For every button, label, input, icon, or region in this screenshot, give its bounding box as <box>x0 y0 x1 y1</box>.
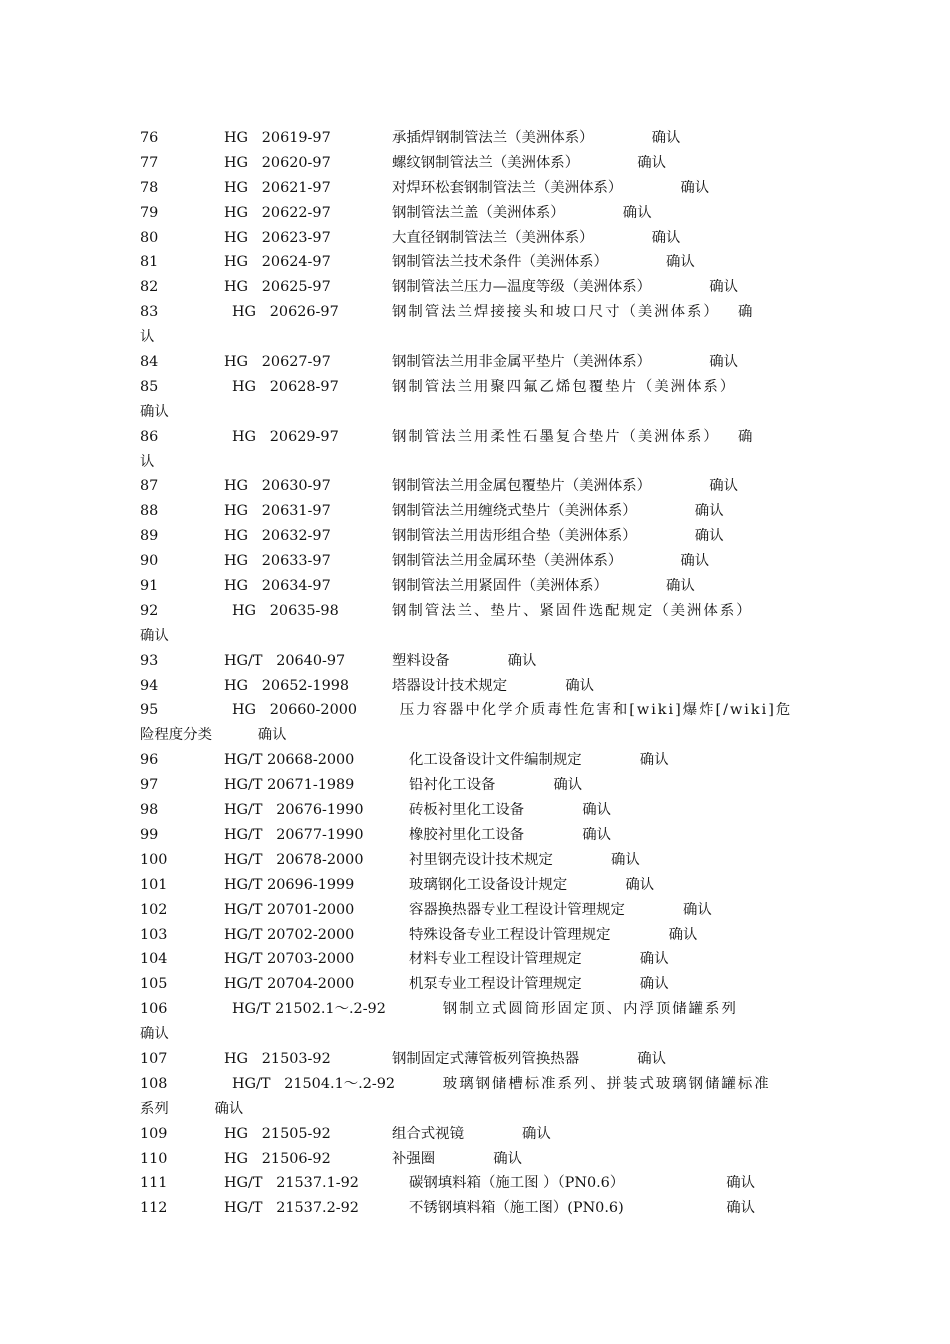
text-line <box>140 649 812 674</box>
standard-title: 塑料设备 <box>392 652 450 669</box>
text-line <box>140 474 812 499</box>
standard-code: HG/T 20701-2000 <box>224 901 355 918</box>
standard-code: HG/T 21504.1～.2-92 <box>232 1075 396 1092</box>
status-text: 确认 <box>709 279 738 296</box>
standard-code: HG 20632-97 <box>224 528 331 545</box>
item-number: 79 <box>140 204 159 221</box>
standard-code: HG/T 21537.2-92 <box>224 1200 359 1217</box>
standard-code: HG/T 20704-2000 <box>224 976 355 993</box>
standard-code: HG/T 20678-2000 <box>224 851 364 868</box>
standard-code: HG/T 20677-1990 <box>224 826 364 843</box>
standard-code: HG/T 20640-97 <box>224 652 346 669</box>
item-number: 85 <box>140 378 159 395</box>
item-number: 81 <box>140 254 159 271</box>
text-line <box>140 823 812 848</box>
standard-title: 衬里钢壳设计技术规定 <box>409 851 553 868</box>
standard-title: 铅衬化工设备 <box>409 777 496 794</box>
text-line <box>140 425 812 450</box>
standard-code: HG/T 20676-1990 <box>224 802 364 819</box>
text-line <box>140 524 812 549</box>
item-number: 107 <box>140 1050 168 1067</box>
item-number: 86 <box>140 428 159 445</box>
standard-title: 钢制管法兰技术条件（美洲体系） <box>392 254 608 271</box>
standard-code: HG/T 20703-2000 <box>224 951 355 968</box>
text-line <box>140 176 812 201</box>
text-line: 确认 <box>140 403 169 420</box>
text-line <box>140 1122 812 1147</box>
standard-title: 组合式视镜 <box>392 1125 464 1142</box>
text-line <box>140 674 812 699</box>
text-line <box>140 574 812 599</box>
text-line <box>140 300 812 325</box>
text-line: 认 <box>140 453 155 470</box>
text-line <box>140 1196 812 1221</box>
status-text: 确认 <box>666 578 695 595</box>
text-line <box>140 226 812 251</box>
standard-title: 补强圈 <box>392 1150 436 1167</box>
standard-code: HG/T 20671-1989 <box>224 777 355 794</box>
text-line <box>140 350 812 375</box>
text-line <box>140 947 812 972</box>
text-line <box>140 250 812 275</box>
item-number: 100 <box>140 851 168 868</box>
item-number: 101 <box>140 876 168 893</box>
item-number: 102 <box>140 901 168 918</box>
status-text: 确认 <box>582 826 611 843</box>
status-text: 确认 <box>726 1200 755 1217</box>
text-line <box>140 848 812 873</box>
standard-title: 化工设备设计文件编制规定 <box>409 752 582 769</box>
standard-title: 钢制固定式薄管板列管换热器 <box>392 1050 580 1067</box>
item-number: 110 <box>140 1150 168 1167</box>
item-number: 103 <box>140 926 168 943</box>
standard-code: HG/T 21537.1-92 <box>224 1175 359 1192</box>
item-number: 92 <box>140 602 159 619</box>
text-line <box>140 375 812 400</box>
status-text: 确认 <box>694 503 724 520</box>
status-text: 确认 <box>637 1050 666 1067</box>
status-text: 确认 <box>680 179 710 196</box>
status-text: 确认 <box>493 1150 522 1167</box>
standard-title: 玻璃钢化工设备设计规定 <box>409 876 568 893</box>
status-text: 确认 <box>651 229 681 246</box>
text-line <box>140 997 812 1022</box>
standard-title: 钢制立式圆筒形固定顶、内浮顶储罐系列 <box>442 1001 738 1018</box>
text-line <box>140 599 812 624</box>
text-line <box>140 201 812 226</box>
item-number: 87 <box>140 478 159 495</box>
standard-code: HG 20629-97 <box>232 428 339 445</box>
standard-code: HG 20631-97 <box>224 503 331 520</box>
item-number: 78 <box>140 179 159 196</box>
standard-title: 承插焊钢制管法兰（美洲体系） <box>392 130 594 146</box>
standard-title: 塔器设计技术规定 <box>392 677 508 694</box>
text-line <box>140 1047 812 1072</box>
text-line <box>140 748 812 773</box>
status-text: 确认 <box>622 204 652 221</box>
text-line <box>140 275 812 300</box>
text-line <box>140 1072 812 1097</box>
status-text: 确认 <box>522 1125 551 1142</box>
item-number: 105 <box>140 976 168 993</box>
standard-title: 钢制管法兰焊接接头和坡口尺寸（美洲体系） <box>392 304 720 321</box>
standard-code: HG 20628-97 <box>232 378 339 395</box>
item-number: 95 <box>140 702 159 719</box>
standard-title: 钢制管法兰、垫片、紧固件选配规定（美洲体系） <box>392 602 753 619</box>
standard-code: HG 20660-2000 <box>232 702 358 719</box>
standard-title: 钢制管法兰用非金属平垫片（美洲体系） <box>392 354 652 371</box>
standard-title: 钢制管法兰用金属包覆垫片（美洲体系） <box>392 478 652 495</box>
standard-code: HG 20621-97 <box>224 179 331 196</box>
status-text: 确认 <box>668 926 698 943</box>
text-line <box>140 898 812 923</box>
text-line: 险程度分类 确认 <box>140 727 287 744</box>
standard-title: 机泵专业工程设计管理规定 <box>409 976 582 993</box>
text-line <box>140 151 812 176</box>
standard-code: HG 21505-92 <box>224 1125 331 1142</box>
document-body <box>140 126 812 1221</box>
item-number: 93 <box>140 652 159 669</box>
standard-title: 大直径钢制管法兰（美洲体系） <box>392 229 594 246</box>
standard-title: 橡胶衬里化工设备 <box>409 826 525 843</box>
item-number: 97 <box>140 777 159 794</box>
status-text: 确认 <box>582 802 611 819</box>
status-text: 确认 <box>680 553 710 570</box>
standard-title: 压力容器中化学介质毒性危害和[wiki]爆炸[/wiki]危 <box>399 702 793 719</box>
standard-code: HG 20623-97 <box>224 229 331 246</box>
standard-title: 碳钢填料箱（施工图 ）（PN0.6） <box>409 1175 625 1192</box>
text-line <box>140 1147 812 1172</box>
item-number: 111 <box>140 1175 168 1192</box>
status-text: 确认 <box>565 677 594 694</box>
status-text: 确 <box>738 304 753 321</box>
standard-title: 砖板衬里化工设备 <box>409 802 525 819</box>
text-line <box>140 126 812 151</box>
status-text: 确认 <box>683 901 712 918</box>
standard-code: HG/T 20696-1999 <box>224 876 355 893</box>
status-text: 确认 <box>553 777 583 794</box>
text-line <box>140 798 812 823</box>
standard-code: HG 20620-97 <box>224 154 331 171</box>
standard-title: 钢制管法兰用金属环垫（美洲体系） <box>392 553 623 570</box>
standard-code: HG 20619-97 <box>224 130 331 146</box>
status-text: 确认 <box>637 154 666 171</box>
standard-title: 玻璃钢储槽标准系列、拼装式玻璃钢储罐标准 <box>442 1075 771 1092</box>
standard-title: 钢制管法兰盖（美洲体系） <box>392 204 565 221</box>
status-text: 确认 <box>694 528 724 545</box>
item-number: 104 <box>140 951 168 968</box>
standard-code: HG 21506-92 <box>224 1150 331 1167</box>
item-number: 91 <box>140 578 159 595</box>
standard-title: 材料专业工程设计管理规定 <box>409 951 582 968</box>
standard-title: 钢制管法兰用齿形组合垫（美洲体系） <box>392 528 637 545</box>
item-number: 94 <box>140 677 159 694</box>
standard-code: HG 20626-97 <box>232 304 339 321</box>
standard-code: HG 20633-97 <box>224 553 331 570</box>
item-number: 82 <box>140 279 159 296</box>
standard-code: HG 21503-92 <box>224 1050 331 1067</box>
standard-code: HG 20624-97 <box>224 254 331 271</box>
item-number: 89 <box>140 528 159 545</box>
item-number: 76 <box>140 130 159 146</box>
status-text: 确认 <box>639 976 669 993</box>
item-number: 98 <box>140 802 159 819</box>
standard-title: 钢制管法兰用紧固件（美洲体系） <box>392 578 608 595</box>
standard-code: HG 20652-1998 <box>224 677 350 694</box>
standard-title: 特殊设备专业工程设计管理规定 <box>409 926 611 943</box>
text-line <box>140 1171 812 1196</box>
text-line: 系列 确认 <box>140 1100 244 1117</box>
item-number: 96 <box>140 752 159 769</box>
item-number: 112 <box>140 1200 168 1217</box>
status-text: 确认 <box>666 254 695 271</box>
standard-title: 钢制管法兰压力—温度等级（美洲体系） <box>392 279 652 296</box>
item-number: 90 <box>140 553 159 570</box>
item-number: 99 <box>140 826 159 843</box>
standard-code: HG/T 20702-2000 <box>224 926 355 943</box>
standard-title: 钢制管法兰用缠绕式垫片（美洲体系） <box>392 503 637 520</box>
text-line <box>140 873 812 898</box>
standard-code: HG 20630-97 <box>224 478 331 495</box>
text-line <box>140 773 812 798</box>
item-number: 84 <box>140 354 159 371</box>
standard-code: HG 20625-97 <box>224 279 331 296</box>
text-line: 确认 <box>140 627 169 644</box>
status-text: 确认 <box>651 130 681 146</box>
status-text: 确认 <box>726 1175 755 1192</box>
standard-title: 钢制管法兰用柔性石墨复合垫片（美洲体系） <box>392 428 720 445</box>
standard-title: 螺纹钢制管法兰（美洲体系） <box>392 154 580 171</box>
status-text: 确认 <box>507 652 537 669</box>
standard-code: HG/T 21502.1～.2-92 <box>232 1001 386 1018</box>
status-text: 确认 <box>611 851 640 868</box>
standard-code: HG 20627-97 <box>224 354 331 371</box>
item-number: 83 <box>140 304 159 321</box>
standard-code: HG 20634-97 <box>224 578 331 595</box>
item-number: 80 <box>140 229 159 246</box>
status-text: 确 <box>738 428 753 445</box>
standard-title: 对焊环松套钢制管法兰（美洲体系） <box>392 179 623 196</box>
standard-code: HG 20635-98 <box>232 602 339 619</box>
standard-title: 容器换热器专业工程设计管理规定 <box>409 901 625 918</box>
item-number: 88 <box>140 503 159 520</box>
status-text: 确认 <box>709 478 738 495</box>
text-line <box>140 972 812 997</box>
status-text: 确认 <box>639 752 669 769</box>
standard-title: 不锈钢填料箱（施工图）(PN0.6) <box>409 1200 624 1217</box>
text-line <box>140 923 812 948</box>
item-number: 106 <box>140 1001 168 1018</box>
standard-title: 钢制管法兰用聚四氟乙烯包覆垫片（美洲体系） <box>392 378 737 395</box>
text-line <box>140 698 812 723</box>
text-line: 确认 <box>140 1026 169 1043</box>
standard-code: HG 20622-97 <box>224 204 331 221</box>
status-text: 确认 <box>709 354 738 371</box>
item-number: 108 <box>140 1075 168 1092</box>
text-line <box>140 499 812 524</box>
text-line <box>140 549 812 574</box>
text-line: 认 <box>140 329 155 346</box>
status-text: 确认 <box>639 951 669 968</box>
item-number: 109 <box>140 1125 168 1142</box>
status-text: 确认 <box>625 876 655 893</box>
item-number: 77 <box>140 154 159 171</box>
standard-code: HG/T 20668-2000 <box>224 752 355 769</box>
